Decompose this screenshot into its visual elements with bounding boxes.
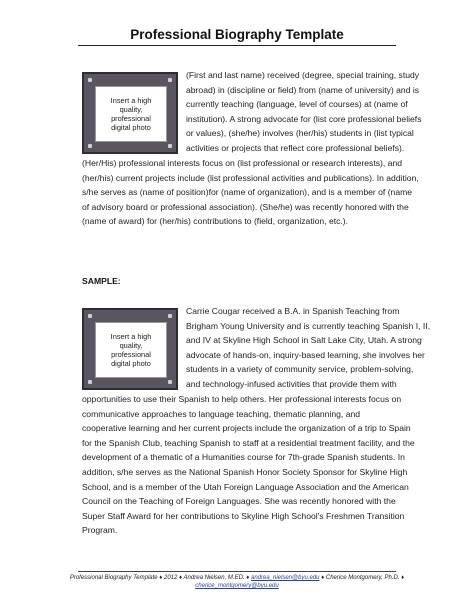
text-line: s/he serves as (name of position)for (name of organization), and is a member of (name [82, 187, 413, 198]
photo-placeholder-line: Insert a high [110, 332, 152, 341]
photo-placeholder-line: quality, [119, 105, 143, 114]
text-line: and technology-infused activities that provide them with [186, 378, 397, 389]
title-underline [78, 45, 396, 46]
text-line: cooperative learning and her current projects include the organization of a trip to Spain [82, 423, 411, 434]
footer-email-link[interactable]: andrea_nielsen@byu.edu [250, 575, 320, 581]
text-line: development of a thematic of a Humanities course for 7th-grade Spanish students. In [82, 452, 405, 463]
footer-text: ♦ Cherice Montgomery, Ph.D. ♦ [319, 575, 405, 581]
text-line: (Her/His) professional interests focus on (list professional or research interests), and [82, 158, 403, 168]
text-line: for the Spanish Club, teaching Spanish to staff at a residential treatment facility, and the [82, 437, 415, 448]
text-line: currently teaching (language, level of courses) at (name of [186, 99, 408, 110]
text-line: students in a variety of community service, problem-solving, [186, 364, 414, 375]
text-line: and IV at Skyline High School in Salt Lake City, Utah. A strong [186, 335, 422, 346]
text-line: Council on the Teaching of Foreign Languages. She was recently honored with the [82, 496, 396, 507]
frame-corner-dot [88, 314, 92, 318]
photo-placeholder-frame [82, 308, 178, 390]
text-line: School, and is a member of the Utah Foreign Language Association and the American [82, 481, 409, 492]
text-line: institution). A strong advocate for (list core professional beliefs [186, 113, 422, 124]
text-line: (First and last name) received (degree, special training, study [186, 70, 420, 80]
frame-corner-dot [168, 144, 172, 148]
frame-corner-dot [88, 144, 92, 148]
text-line: (name of award) for (her/his) contributions to (field, organization, etc.). [82, 216, 349, 227]
frame-corner-dot [168, 314, 172, 318]
sample-paragraph-full-width [82, 392, 415, 538]
photo-placeholder-frame [82, 72, 178, 154]
text-line: Carrie Cougar received a B.A. in Spanish Teaching from [186, 306, 400, 316]
sample-heading: SAMPLE: [82, 276, 121, 286]
page-title: Professional Biography Template [130, 27, 344, 42]
photo-placeholder-line: Insert a high [110, 96, 152, 105]
text-line: Super Staff Award for her contributions to Skyline High School's Freshmen Transition [82, 510, 405, 521]
photo-placeholder-line: digital photo [111, 123, 151, 132]
text-line: abroad) in (discipline or field) from (name of university) and is [186, 84, 420, 95]
text-line: of advisory board or professional association). (She/he) was recently honored with the [82, 201, 409, 212]
photo-placeholder [95, 322, 167, 378]
photo-placeholder-line: quality, [119, 341, 143, 350]
footer-divider [78, 571, 396, 572]
footer-text: Professional Biography Template ♦ 2012 ♦ Andrea Nielsen, M.ED. ♦ [69, 575, 251, 581]
photo-placeholder [95, 86, 167, 142]
footer-email-link[interactable]: cherice_montgomery@byu.edu [195, 583, 279, 589]
frame-corner-dot [168, 380, 172, 384]
template-paragraph-full-width [82, 156, 419, 229]
text-line: advocate of hands-on, inquiry-based learning, she involves her [186, 349, 425, 360]
text-line: opportunities to use their Spanish to help others. Her professional interests focus on [82, 394, 402, 404]
frame-corner-dot [168, 78, 172, 82]
template-paragraph-beside-photo [186, 68, 422, 156]
text-line: or values), (she/he) involves (her/his) students in (list typical [186, 128, 414, 139]
photo-placeholder-line: digital photo [111, 359, 151, 368]
footer [0, 574, 474, 590]
text-line: addition, s/he serves as the National Spanish Honor Society Sponsor for Skyline High [82, 466, 408, 477]
text-line: (her/his) current projects include (list professional activities and publications). In addition, [82, 172, 419, 183]
text-line: Brigham Young University and is currently teaching Spanish I, II, [186, 320, 431, 331]
text-line: communicative approaches to language teaching, thematic planning, and [82, 408, 361, 419]
photo-placeholder-line: professional [111, 350, 151, 359]
frame-corner-dot [88, 78, 92, 82]
photo-placeholder-line: professional [111, 114, 151, 123]
frame-corner-dot [88, 380, 92, 384]
sample-paragraph-beside-photo [186, 304, 430, 392]
text-line: Program. [82, 525, 118, 536]
text-line: activities or projects that reflect core professional beliefs). [186, 142, 405, 153]
